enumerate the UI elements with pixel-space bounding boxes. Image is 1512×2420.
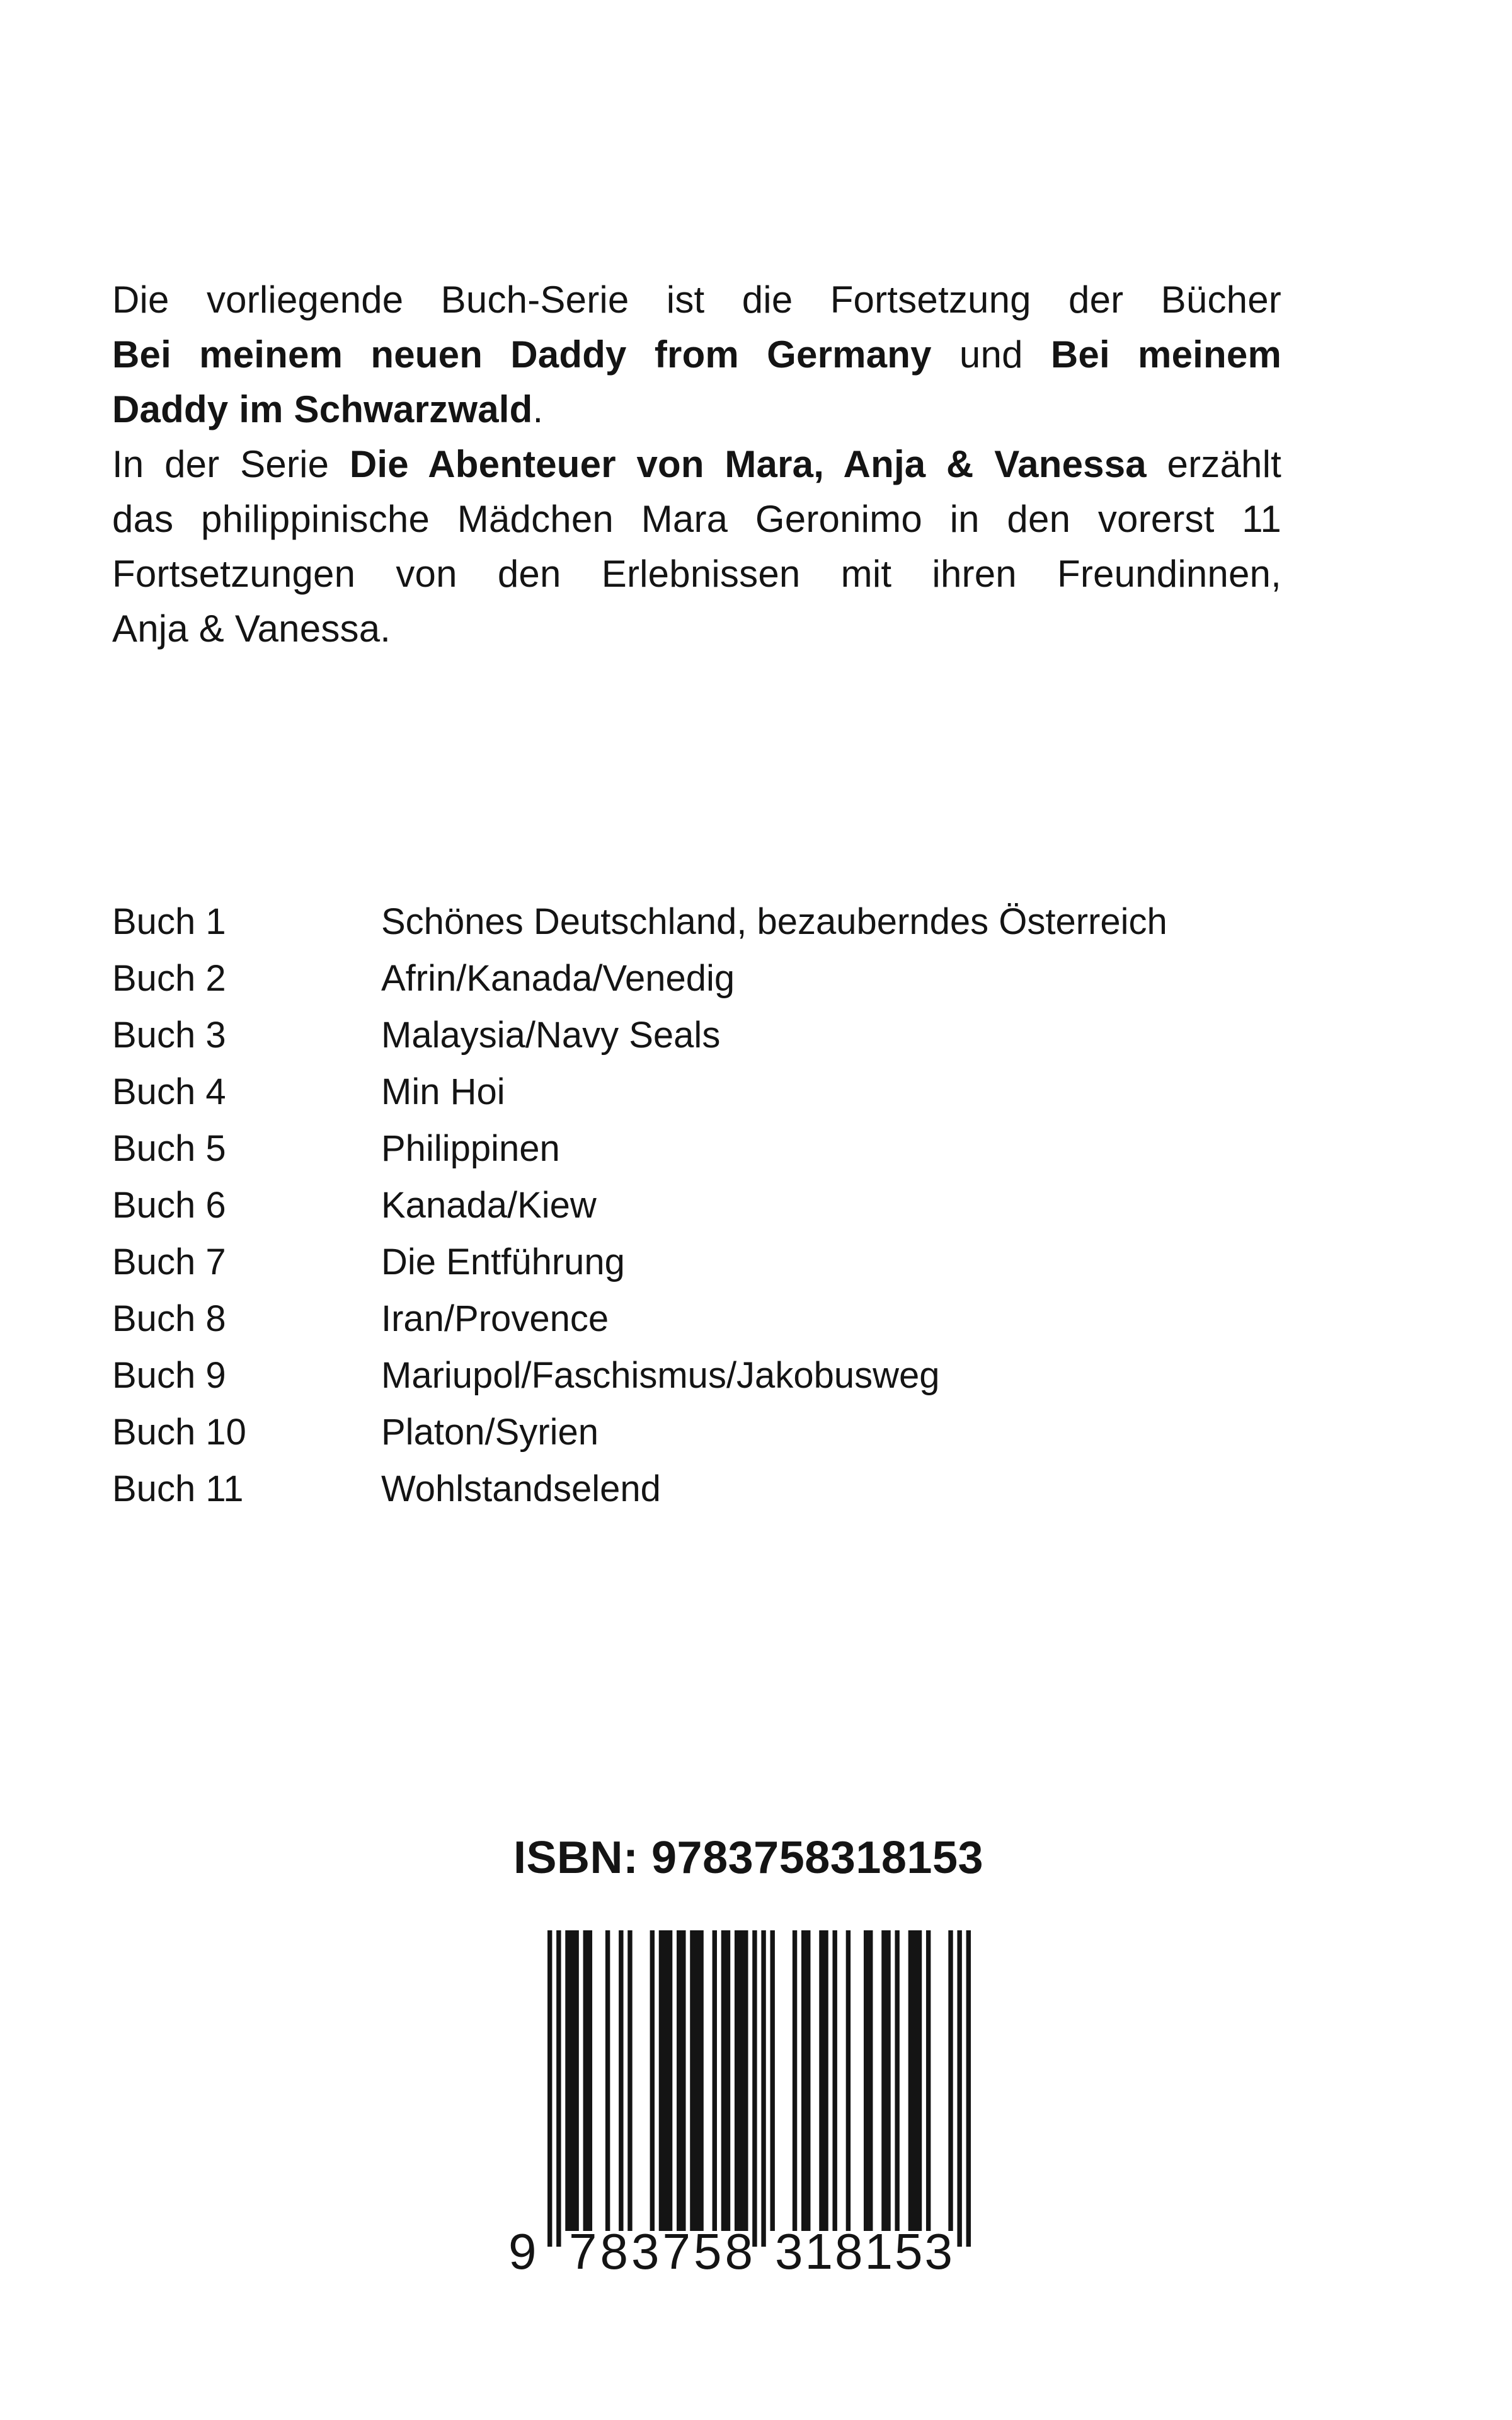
barcode-svg [507, 1930, 973, 2282]
barcode-bar [663, 1930, 668, 2231]
barcode-bar [713, 1930, 717, 2231]
book-title: Malaysia/Navy Seals [381, 1015, 721, 1056]
barcode-bar [547, 1930, 552, 2247]
book-number-label: Buch 3 [112, 1015, 226, 1056]
barcode-bar [627, 1930, 632, 2231]
intro-line [112, 492, 1281, 546]
barcode-bar [957, 1930, 961, 2247]
barcode-bar [659, 1930, 663, 2231]
barcode-bar [690, 1930, 694, 2231]
book-title: Kanada/Kiew [381, 1185, 597, 1226]
intro-line [112, 437, 1281, 492]
book-row [112, 894, 1309, 950]
intro-paragraph [112, 272, 1281, 656]
barcode-bar [588, 1930, 592, 2231]
barcode-bar [966, 1930, 971, 2247]
book-title: Mariupol/Faschismus/Jakobusweg [381, 1355, 940, 1396]
barcode-bar [823, 1930, 828, 2231]
intro-text: In der Serie [112, 443, 350, 485]
intro-text: das philippinische Mädchen Mara Geronimo in den vorerst 11 [112, 498, 1281, 540]
intro-text: Fortsetzungen von den Erlebnissen mit ihren Freundinnen, [112, 553, 1281, 595]
barcode-bar [761, 1930, 765, 2247]
barcode-bar [726, 1930, 730, 2231]
barcode-digits: 9 [508, 2223, 537, 2279]
barcode-bar [556, 1930, 561, 2247]
book-title: Die Entführung [381, 1242, 625, 1282]
intro-bold-text: Daddy im Schwarzwald [112, 388, 533, 430]
barcode-bar [908, 1930, 913, 2231]
barcode-bar [681, 1930, 685, 2231]
book-row [112, 1234, 1309, 1291]
book-row [112, 1007, 1309, 1064]
intro-text: Anja & Vanessa. [112, 608, 391, 650]
barcode-bar [583, 1930, 588, 2231]
book-row [112, 1461, 1309, 1518]
barcode-bar [881, 1930, 886, 2231]
book-row [112, 1291, 1309, 1347]
barcode-bar [605, 1930, 610, 2231]
barcode-bar [752, 1930, 757, 2247]
barcode-bar [913, 1930, 917, 2231]
book-number-label: Buch 10 [112, 1412, 246, 1453]
barcode-bar [801, 1930, 806, 2231]
barcode-bar [565, 1930, 570, 2231]
barcode-digits: 318153 [775, 2223, 953, 2279]
barcode-bar [917, 1930, 922, 2231]
intro-text: Die vorliegende Buch-Serie ist die Fortsetzung der Bücher [112, 279, 1281, 321]
isbn-label: ISBN: 9783758318153 [513, 1833, 984, 1883]
barcode-bar [570, 1930, 574, 2231]
barcode-bar [886, 1930, 890, 2231]
book-title: Philippinen [381, 1128, 560, 1169]
barcode-bar [868, 1930, 873, 2231]
barcode-bar [948, 1930, 953, 2231]
barcode-bar [770, 1930, 775, 2231]
intro-text: . [532, 388, 544, 430]
book-title: Afrin/Kanada/Venedig [381, 958, 735, 999]
barcode-bar [699, 1930, 703, 2231]
intro-bold-text: Bei meinem neuen Daddy from Germany [112, 333, 932, 376]
barcode-bar [819, 1930, 823, 2231]
barcode-bar [793, 1930, 797, 2231]
book-title: Platon/Syrien [381, 1412, 598, 1453]
intro-line [112, 327, 1281, 382]
barcode-bar [677, 1930, 681, 2231]
book-title: Wohlstandselend [381, 1468, 661, 1509]
book-row [112, 1064, 1309, 1121]
barcode-bar [739, 1930, 743, 2231]
barcode-bar [864, 1930, 868, 2231]
barcode-bar [895, 1930, 899, 2231]
book-series-list [112, 894, 1309, 1518]
book-row [112, 1121, 1309, 1177]
intro-text: und [931, 333, 1051, 376]
book-title: Schönes Deutschland, bezauberndes Österreich [381, 901, 1167, 942]
book-number-label: Buch 6 [112, 1185, 226, 1226]
book-row [112, 1177, 1309, 1234]
book-number-label: Buch 11 [112, 1468, 244, 1509]
book-row [112, 1347, 1309, 1404]
barcode-bar [743, 1930, 748, 2231]
intro-text: erzählt [1146, 443, 1282, 485]
book-number-label: Buch 8 [112, 1298, 226, 1339]
ean13-barcode [507, 1930, 973, 2282]
barcode-bar [846, 1930, 850, 2231]
book-number-label: Buch 5 [112, 1128, 226, 1169]
barcode-bar [721, 1930, 726, 2231]
book-number-label: Buch 4 [112, 1071, 226, 1112]
intro-bold-text: Die Abenteuer von Mara, Anja & Vanessa [349, 443, 1147, 485]
book-row [112, 1404, 1309, 1461]
intro-line [112, 546, 1281, 601]
book-number-label: Buch 2 [112, 958, 226, 999]
barcode-bar [735, 1930, 739, 2231]
intro-line [112, 382, 1281, 437]
intro-bold-text: Bei meinem [1050, 333, 1281, 376]
barcode-digits: 783758 [569, 2223, 753, 2279]
book-title: Min Hoi [381, 1071, 505, 1112]
book-row [112, 950, 1309, 1007]
barcode-bar [619, 1930, 623, 2231]
barcode-bar [832, 1930, 837, 2231]
book-number-label: Buch 9 [112, 1355, 226, 1396]
barcode-bar [926, 1930, 931, 2231]
barcode-bar [650, 1930, 655, 2231]
book-number-label: Buch 1 [112, 901, 226, 942]
book-number-label: Buch 7 [112, 1242, 226, 1282]
barcode-bar [694, 1930, 699, 2231]
barcode-bar [668, 1930, 672, 2231]
barcode-bar [806, 1930, 810, 2231]
intro-line [112, 601, 1281, 656]
intro-line [112, 272, 1281, 327]
book-title: Iran/Provence [381, 1298, 609, 1339]
barcode-bar [574, 1930, 578, 2231]
